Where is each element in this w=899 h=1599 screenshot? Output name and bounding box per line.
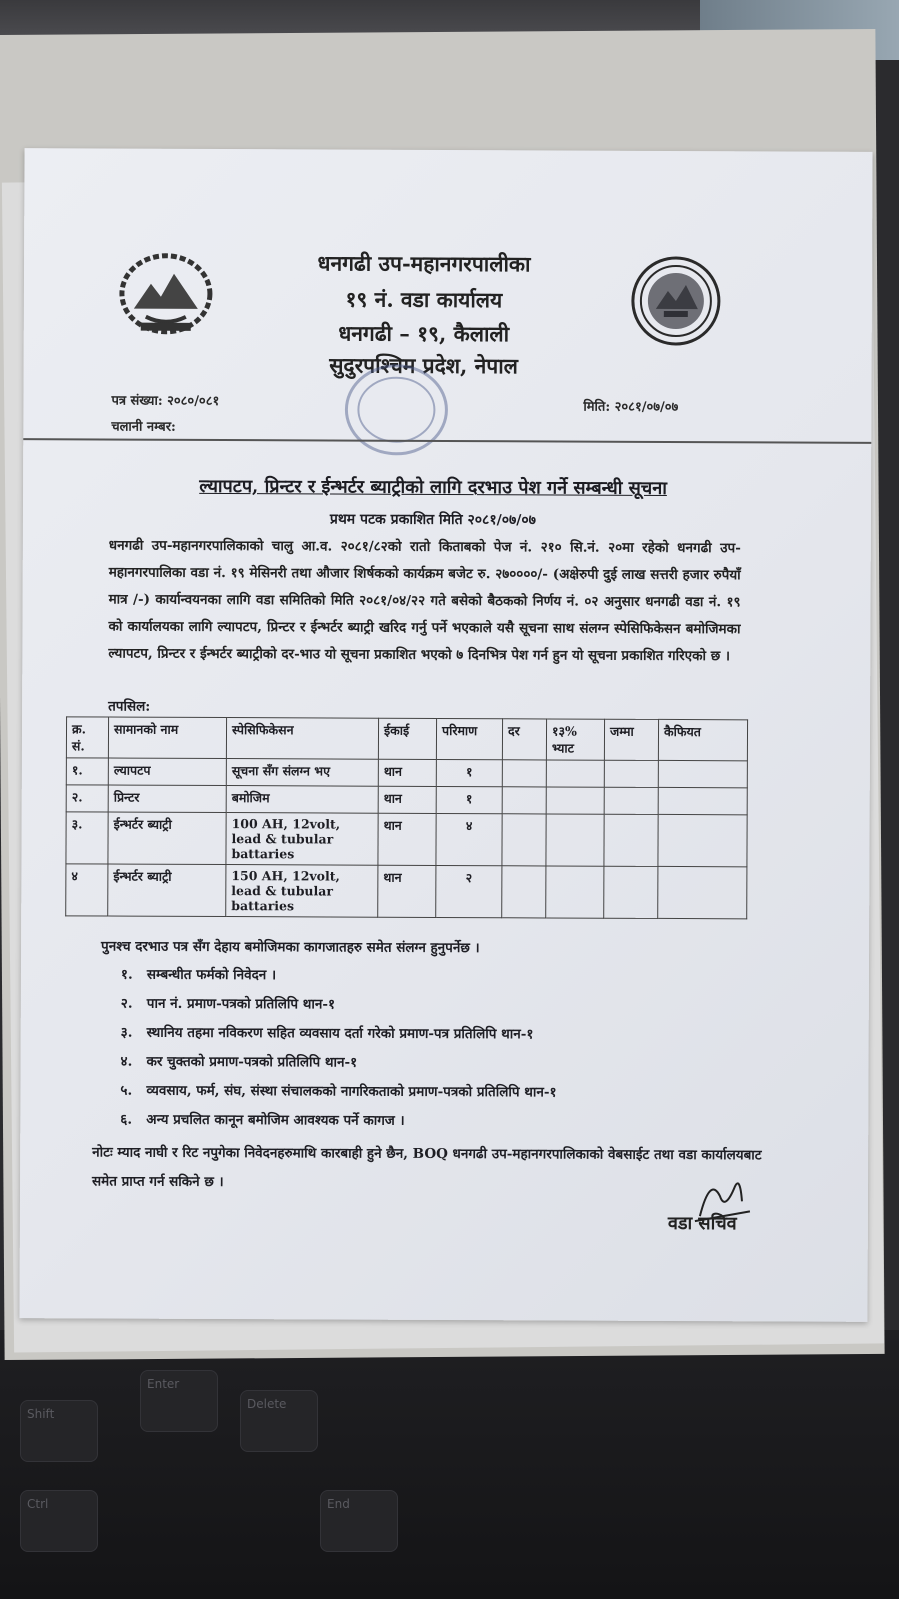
cell-qty: १ bbox=[436, 786, 502, 813]
table-row bbox=[66, 864, 747, 919]
cell-name: ल्यापटप bbox=[108, 758, 226, 786]
dispatch-number: चलानी नम्बर: bbox=[111, 419, 176, 435]
cell-total bbox=[604, 760, 658, 787]
cell-remarks bbox=[658, 866, 747, 918]
list-item-text: कर चुक्तको प्रमाण-पत्रको प्रतिलिपि थान-१ bbox=[146, 1053, 358, 1071]
list-item-text: पान नं. प्रमाण-पत्रको प्रतिलिपि थान-१ bbox=[146, 995, 336, 1013]
cell-spec: बमोजिम bbox=[226, 786, 378, 814]
list-item-text: व्यवसाय, फर्म, संघ, संस्था संचालकको नागरिकताको प्रमाण-पत्रको प्रतिलिपि थान-१ bbox=[146, 1082, 557, 1101]
cell-total bbox=[604, 814, 658, 866]
cell-spec: 100 AH, 12volt, lead & tubular battaries bbox=[226, 813, 378, 866]
list-item-number: ३. bbox=[120, 1024, 133, 1041]
header-line-2: १९ नं. वडा कार्यालय bbox=[345, 286, 503, 313]
header-line-3: धनगढी – १९, कैलाली bbox=[338, 320, 510, 347]
keyboard-key: Shift bbox=[20, 1400, 98, 1462]
cell-qty: १ bbox=[436, 759, 502, 786]
list-item-text: स्थानिय तहमा नविकरण सहित व्यवसाय दर्ता गरेको प्रमाण-पत्र प्रतिलिपि थान-१ bbox=[146, 1024, 534, 1043]
header-line-4: सुदुरपश्चिम प्रदेश, नेपाल bbox=[329, 352, 519, 379]
keyboard-key: End bbox=[320, 1490, 398, 1552]
list-item-number: २. bbox=[120, 995, 133, 1012]
nepal-emblem-icon bbox=[116, 249, 216, 339]
list-item bbox=[120, 1077, 556, 1108]
col-header-qty: परिमाण bbox=[436, 718, 502, 759]
cell-vat bbox=[546, 787, 604, 814]
col-header-total: जम्मा bbox=[604, 719, 658, 760]
signatory-title: वडा सचिव bbox=[667, 1212, 737, 1235]
keyboard-key: Ctrl bbox=[20, 1490, 98, 1552]
keyboard-key: Delete bbox=[240, 1390, 318, 1452]
list-item bbox=[121, 1048, 557, 1079]
cell-rate bbox=[502, 760, 546, 787]
details-label: तपसिल: bbox=[108, 698, 151, 715]
table-header-row bbox=[66, 717, 747, 761]
cell-remarks bbox=[658, 760, 747, 787]
cell-rate bbox=[502, 866, 546, 918]
cell-rate bbox=[502, 787, 546, 814]
list-item bbox=[121, 1019, 557, 1050]
cell-rate bbox=[502, 814, 546, 866]
header-line-1: धनगढी उप-महानगरपालीका bbox=[317, 250, 531, 277]
table-row bbox=[66, 812, 747, 867]
cell-unit: थान bbox=[378, 759, 436, 786]
cell-name: ईन्भर्टर ब्याट्री bbox=[108, 812, 226, 865]
cell-remarks bbox=[658, 787, 747, 814]
table-row bbox=[66, 785, 747, 815]
notice-body: धनगढी उप-महानगरपालिकाको चालु आ.व. २०८१/८२को रातो किताबको पेज नं. २१० सि.नं. २०मा रहेको धनगढी उप-महानगरपालिका वडा नं. १९ मेसिनरी तथा औजार शिर्षकको कार्यक्रम बजेट रु. २७००००/- (अक्षेरुपी दुई लाख सत्तरी हजार रुपैयाँ मात्र /-) कार्यान्वयनका लागि वडा समितिको मिति २०८१/०४/२२ गते बसेको बैठकको निर्णय नं. ०२ अनुसार धनगढी वडा नं. १९ को कार्यालयका लागि ल्यापटप, प्रिन्टर र ईन्भर्टर ब्याट्री खरिद गर्नु पर्ने भएकाले यसै सूचना साथ संलग्न स्पेसिफिकेसन बमोजिमका ल्यापटप, प्रिन्टर र ईन्भर्टर ब्याट्रीको दर-भाउ यो सूचना प्रकाशित भएको ७ दिनभित्र पेश गर्न हुन यो सूचना प्रकाशित गरिएको छ । bbox=[108, 537, 741, 665]
cell-total bbox=[604, 866, 658, 918]
table-row bbox=[66, 758, 747, 788]
list-item bbox=[120, 1106, 556, 1137]
notice-title: ल्यापटप, प्रिन्टर र ईन्भर्टर ब्याट्रीको लागि दरभाउ पेश गर्ने सम्बन्धी सूचना bbox=[199, 475, 667, 499]
list-item-number: १. bbox=[120, 966, 133, 983]
cell-name: प्रिन्टर bbox=[108, 785, 226, 813]
col-header-unit: ईकाई bbox=[378, 718, 436, 759]
cell-vat bbox=[546, 866, 604, 918]
cell-spec: सूचना सँग संलग्न भए bbox=[226, 759, 378, 787]
cell-unit: थान bbox=[378, 786, 436, 813]
notice-subtitle: प्रथम पटक प्रकाशित मिति २०८१/०७/०७ bbox=[329, 511, 537, 529]
col-header-rate: दर bbox=[502, 719, 546, 760]
cell-remarks bbox=[658, 814, 747, 866]
municipality-seal-icon bbox=[630, 255, 722, 347]
col-header-name: सामानको नाम bbox=[108, 717, 226, 759]
cell-vat bbox=[546, 760, 604, 787]
cell-vat bbox=[546, 814, 604, 866]
list-item-text: सम्बन्धीत फर्मको निवेदन । bbox=[146, 966, 277, 984]
cell-spec: 150 AH, 12volt, lead & tubular battaries bbox=[226, 865, 378, 918]
cell-sn: १. bbox=[66, 758, 108, 785]
office-stamp-icon bbox=[341, 360, 451, 460]
cell-qty: ४ bbox=[436, 813, 502, 865]
col-header-sn: क्र. सं. bbox=[66, 717, 108, 758]
list-item-number: ४. bbox=[120, 1053, 133, 1070]
notice-date: मिति: २०८१/०७/०७ bbox=[583, 399, 679, 416]
cell-unit: थान bbox=[378, 813, 436, 865]
list-item-number: ५. bbox=[120, 1082, 133, 1099]
cell-qty: २ bbox=[436, 865, 502, 917]
cell-unit: थान bbox=[378, 865, 436, 917]
cell-sn: ३. bbox=[66, 812, 108, 864]
cell-sn: २. bbox=[66, 785, 108, 812]
notice-document bbox=[19, 148, 872, 1322]
cell-name: ईन्भर्टर ब्याट्री bbox=[108, 864, 226, 917]
list-item-number: ६. bbox=[120, 1111, 133, 1128]
cell-total bbox=[604, 787, 658, 814]
cell-sn: ४ bbox=[66, 864, 108, 916]
list-item bbox=[121, 990, 557, 1021]
requirements-list bbox=[120, 961, 557, 1137]
notice-note: नोटः म्याद नाघी र रिट नपुगेका निवेदनहरुमाथि कारबाही हुने छैन, BOQ धनगढी उप-महानगरपालिकाको वेबसाईट तथा वडा कार्यालयबाट समेत प्राप्त गर्न सकिने छ । bbox=[92, 1144, 762, 1191]
keyboard-key: Enter bbox=[140, 1370, 218, 1432]
col-header-remarks: कैफियत bbox=[658, 719, 747, 760]
list-item bbox=[121, 961, 557, 992]
requirements-intro: पुनश्च दरभाउ पत्र सँग देहाय बमोजिमका कागजातहरु समेत संलग्न हुनुपर्नेछ । bbox=[101, 938, 480, 957]
letter-number: पत्र संख्या: २०८०/०८१ bbox=[111, 393, 220, 410]
keyboard bbox=[0, 1330, 899, 1599]
list-item-text: अन्य प्रचलित कानून बमोजिम आवश्यक पर्ने कागज । bbox=[146, 1111, 405, 1129]
items-table bbox=[65, 716, 748, 919]
col-header-spec: स्पेसिफिकेसन bbox=[226, 718, 378, 760]
col-header-vat: १३% भ्याट bbox=[546, 719, 604, 760]
